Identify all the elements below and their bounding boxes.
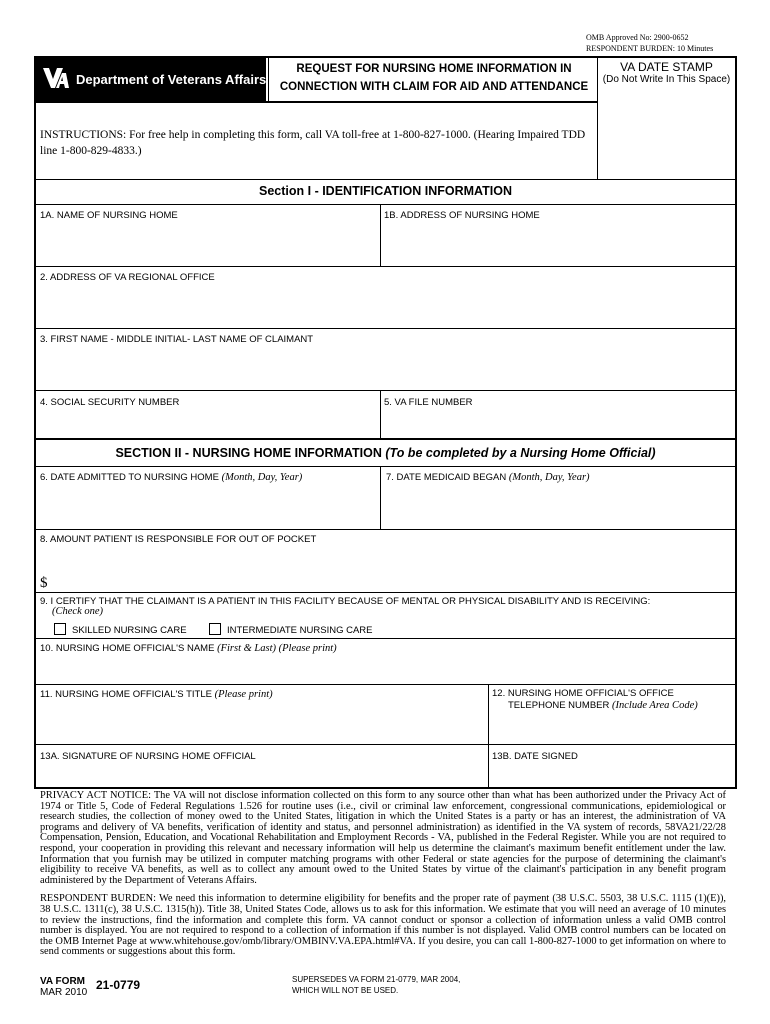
field-12-label-line1: 12. NURSING HOME OFFICIAL'S OFFICE: [492, 688, 674, 699]
department-name: Department of Veterans Affairs: [76, 72, 267, 87]
divider: [268, 58, 269, 102]
dollar-sign: $: [40, 575, 48, 591]
omb-number: OMB Approved No: 2900-0652: [586, 33, 689, 42]
field-11-label: 11. NURSING HOME OFFICIAL'S TITLE: [40, 689, 215, 700]
field-10-hint: (First & Last) (Please print): [217, 643, 337, 654]
divider: [36, 466, 735, 467]
va-banner: [36, 58, 266, 102]
intermediate-nursing-label: INTERMEDIATE NURSING CARE: [227, 625, 373, 636]
form-id: [40, 976, 87, 998]
va-date-stamp-title: VA DATE STAMP: [620, 60, 713, 74]
divider: [36, 179, 735, 180]
divider: [36, 592, 735, 593]
divider: [36, 529, 735, 530]
divider: [380, 466, 381, 529]
omb-info: [586, 32, 713, 54]
field-2-va-regional-office-address[interactable]: 2. ADDRESS OF VA REGIONAL OFFICE: [40, 272, 215, 283]
divider: [488, 684, 489, 788]
divider: [36, 438, 735, 440]
divider: [36, 684, 735, 685]
divider: [36, 328, 735, 329]
option-skilled-nursing-care[interactable]: [54, 623, 187, 636]
section2-title: [36, 446, 735, 460]
field-10-label: 10. NURSING HOME OFFICIAL'S NAME: [40, 643, 218, 654]
skilled-nursing-checkbox[interactable]: [54, 623, 66, 635]
divider: [36, 638, 735, 639]
divider: [36, 744, 735, 745]
field-12-label-telephone: TELEPHONE NUMBER: [508, 700, 612, 711]
privacy-notice-block: [40, 791, 726, 966]
divider: [36, 204, 735, 205]
field-10-official-name[interactable]: [40, 643, 337, 654]
field-7-hint: (Month, Day, Year): [508, 472, 590, 483]
field-6-date-admitted[interactable]: [40, 472, 302, 483]
field-11-official-title[interactable]: [40, 689, 273, 700]
form-frame: [34, 56, 737, 789]
option-intermediate-nursing-care[interactable]: [209, 623, 373, 636]
field-12-office-telephone[interactable]: [492, 688, 698, 712]
field-9-hint: (Check one): [52, 606, 104, 617]
divider: [36, 266, 735, 267]
field-11-hint: (Please print): [214, 689, 273, 700]
field-1b-nursing-home-address[interactable]: 1B. ADDRESS OF NURSING HOME: [384, 210, 540, 221]
field-12-label-line2: [492, 700, 698, 712]
instructions-line2: line 1-800-829-4833.): [40, 145, 142, 157]
supersedes-note: [292, 974, 460, 996]
respondent-burden-minutes: RESPONDENT BURDEN: 10 Minutes: [586, 44, 714, 53]
divider: [36, 390, 735, 391]
field-8-out-of-pocket-amount[interactable]: 8. AMOUNT PATIENT IS RESPONSIBLE FOR OUT OF POCKET: [40, 534, 317, 545]
field-6-label: 6. DATE ADMITTED TO NURSING HOME: [40, 472, 222, 483]
privacy-act-notice: PRIVACY ACT NOTICE: The VA will not disclose information collected on this form to any source other than what has been authorized under the Privacy Act of 1974 or Title 5, Code of Federal Regulations 1.526 for routine uses (i.e., civil or criminal law enforcement, congressional communications, epidemiological or research studies, the collection of money owed to the United States, litigation in which the United States is a party or has an interest, the administration of VA programs and delivery of VA benefits, verification of identity and status, and personnel administration) as identified in the VA system of records, 58VA21/22/28 Compensation, Pension, Education, and Vocational Rehabilitation and Employment Records - VA, published in the Federal Register. While you are not required to respond, your cooperation in providing this relevant and necessary information will help us determine the claimant's maximum benefit entitlement under the law. Information that you furnish may be utilized in computer matching programs with other Federal or state agencies for the purpose of determining the claimant's eligibility to receive VA benefits, as well as to collect any amount owed to the United States by virtue of the claimant's participation in any benefit program administered by the Department of Veterans Affairs.: [40, 790, 726, 886]
instructions: [40, 127, 590, 159]
form-title-line1: REQUEST FOR NURSING HOME INFORMATION IN: [296, 63, 572, 75]
respondent-burden-notice: RESPONDENT BURDEN: We need this information to determine eligibility for benefits and the proper rate of payment (38 U.S.C. 5503, 38 U.S.C. 1115 (1)(E)), 38 U.S.C. 1311(c), 38 U.S.C. 1315(h)). Title 38, United States Code, allows us to ask for this information. We estimate that you will need an average of 10 minutes to review the instructions, find the information and complete this form. VA cannot conduct or sponsor a collection of information unless a valid OMB control number is displayed. You are not required to respond to a collection of information if this number is not displayed. Valid OMB control numbers can be located on the OMB Internet Page at www.whitehouse.gov/omb/library/OMBINV.VA.EPA.html#VA. If you desire, you can call 1-800-827-1000 to get information on where to send comments or suggestions about this form.: [40, 893, 726, 958]
field-5-va-file-number[interactable]: 5. VA FILE NUMBER: [384, 397, 473, 408]
intermediate-nursing-checkbox[interactable]: [209, 623, 221, 635]
section2-title-main: SECTION II - NURSING HOME INFORMATION: [115, 446, 386, 460]
divider: [380, 204, 381, 266]
section2-title-note: (To be completed by a Nursing Home Official): [385, 446, 656, 460]
instructions-line1: INSTRUCTIONS: For free help in completing this form, call VA toll-free at 1-800-827-1000. (Hearing Impaired TDD: [40, 129, 586, 141]
field-13a-signature[interactable]: 13A. SIGNATURE OF NURSING HOME OFFICIAL: [40, 751, 256, 762]
field-3-claimant-name[interactable]: 3. FIRST NAME - MIDDLE INITIAL- LAST NAME OF CLAIMANT: [40, 334, 314, 345]
field-13b-date-signed[interactable]: 13B. DATE SIGNED: [492, 751, 578, 762]
va-seal-icon: [43, 67, 69, 89]
form-title-line2: CONNECTION WITH CLAIM FOR AID AND ATTENDANCE: [279, 81, 589, 93]
field-7-date-medicaid-began[interactable]: [386, 472, 590, 483]
field-12-hint: (Include Area Code): [612, 700, 698, 711]
form-date: MAR 2010: [40, 987, 88, 998]
va-date-stamp-note: (Do Not Write In This Space): [602, 74, 731, 85]
divider: [380, 390, 381, 438]
supersedes-line1: SUPERSEDES VA FORM 21-0779, MAR 2004,: [292, 975, 461, 984]
skilled-nursing-label: SKILLED NURSING CARE: [72, 625, 187, 636]
field-4-ssn[interactable]: 4. SOCIAL SECURITY NUMBER: [40, 397, 180, 408]
supersedes-line2: WHICH WILL NOT BE USED.: [292, 986, 399, 995]
form-number: 21-0779: [96, 978, 141, 992]
field-6-hint: (Month, Day, Year): [221, 472, 303, 483]
field-7-label: 7. DATE MEDICAID BEGAN: [386, 472, 509, 483]
divider: [36, 101, 597, 103]
section1-title: Section I - IDENTIFICATION INFORMATION: [259, 184, 512, 198]
form-title: [270, 60, 598, 96]
field-1a-nursing-home-name[interactable]: 1A. NAME OF NURSING HOME: [40, 210, 178, 221]
field-9-certification: 9. I CERTIFY THAT THE CLAIMANT IS A PATIENT IN THIS FACILITY BECAUSE OF MENTAL OR PHYSICAL DISABILITY AND IS RECEIVING:: [40, 596, 651, 607]
va-form-label: VA FORM: [40, 976, 85, 987]
